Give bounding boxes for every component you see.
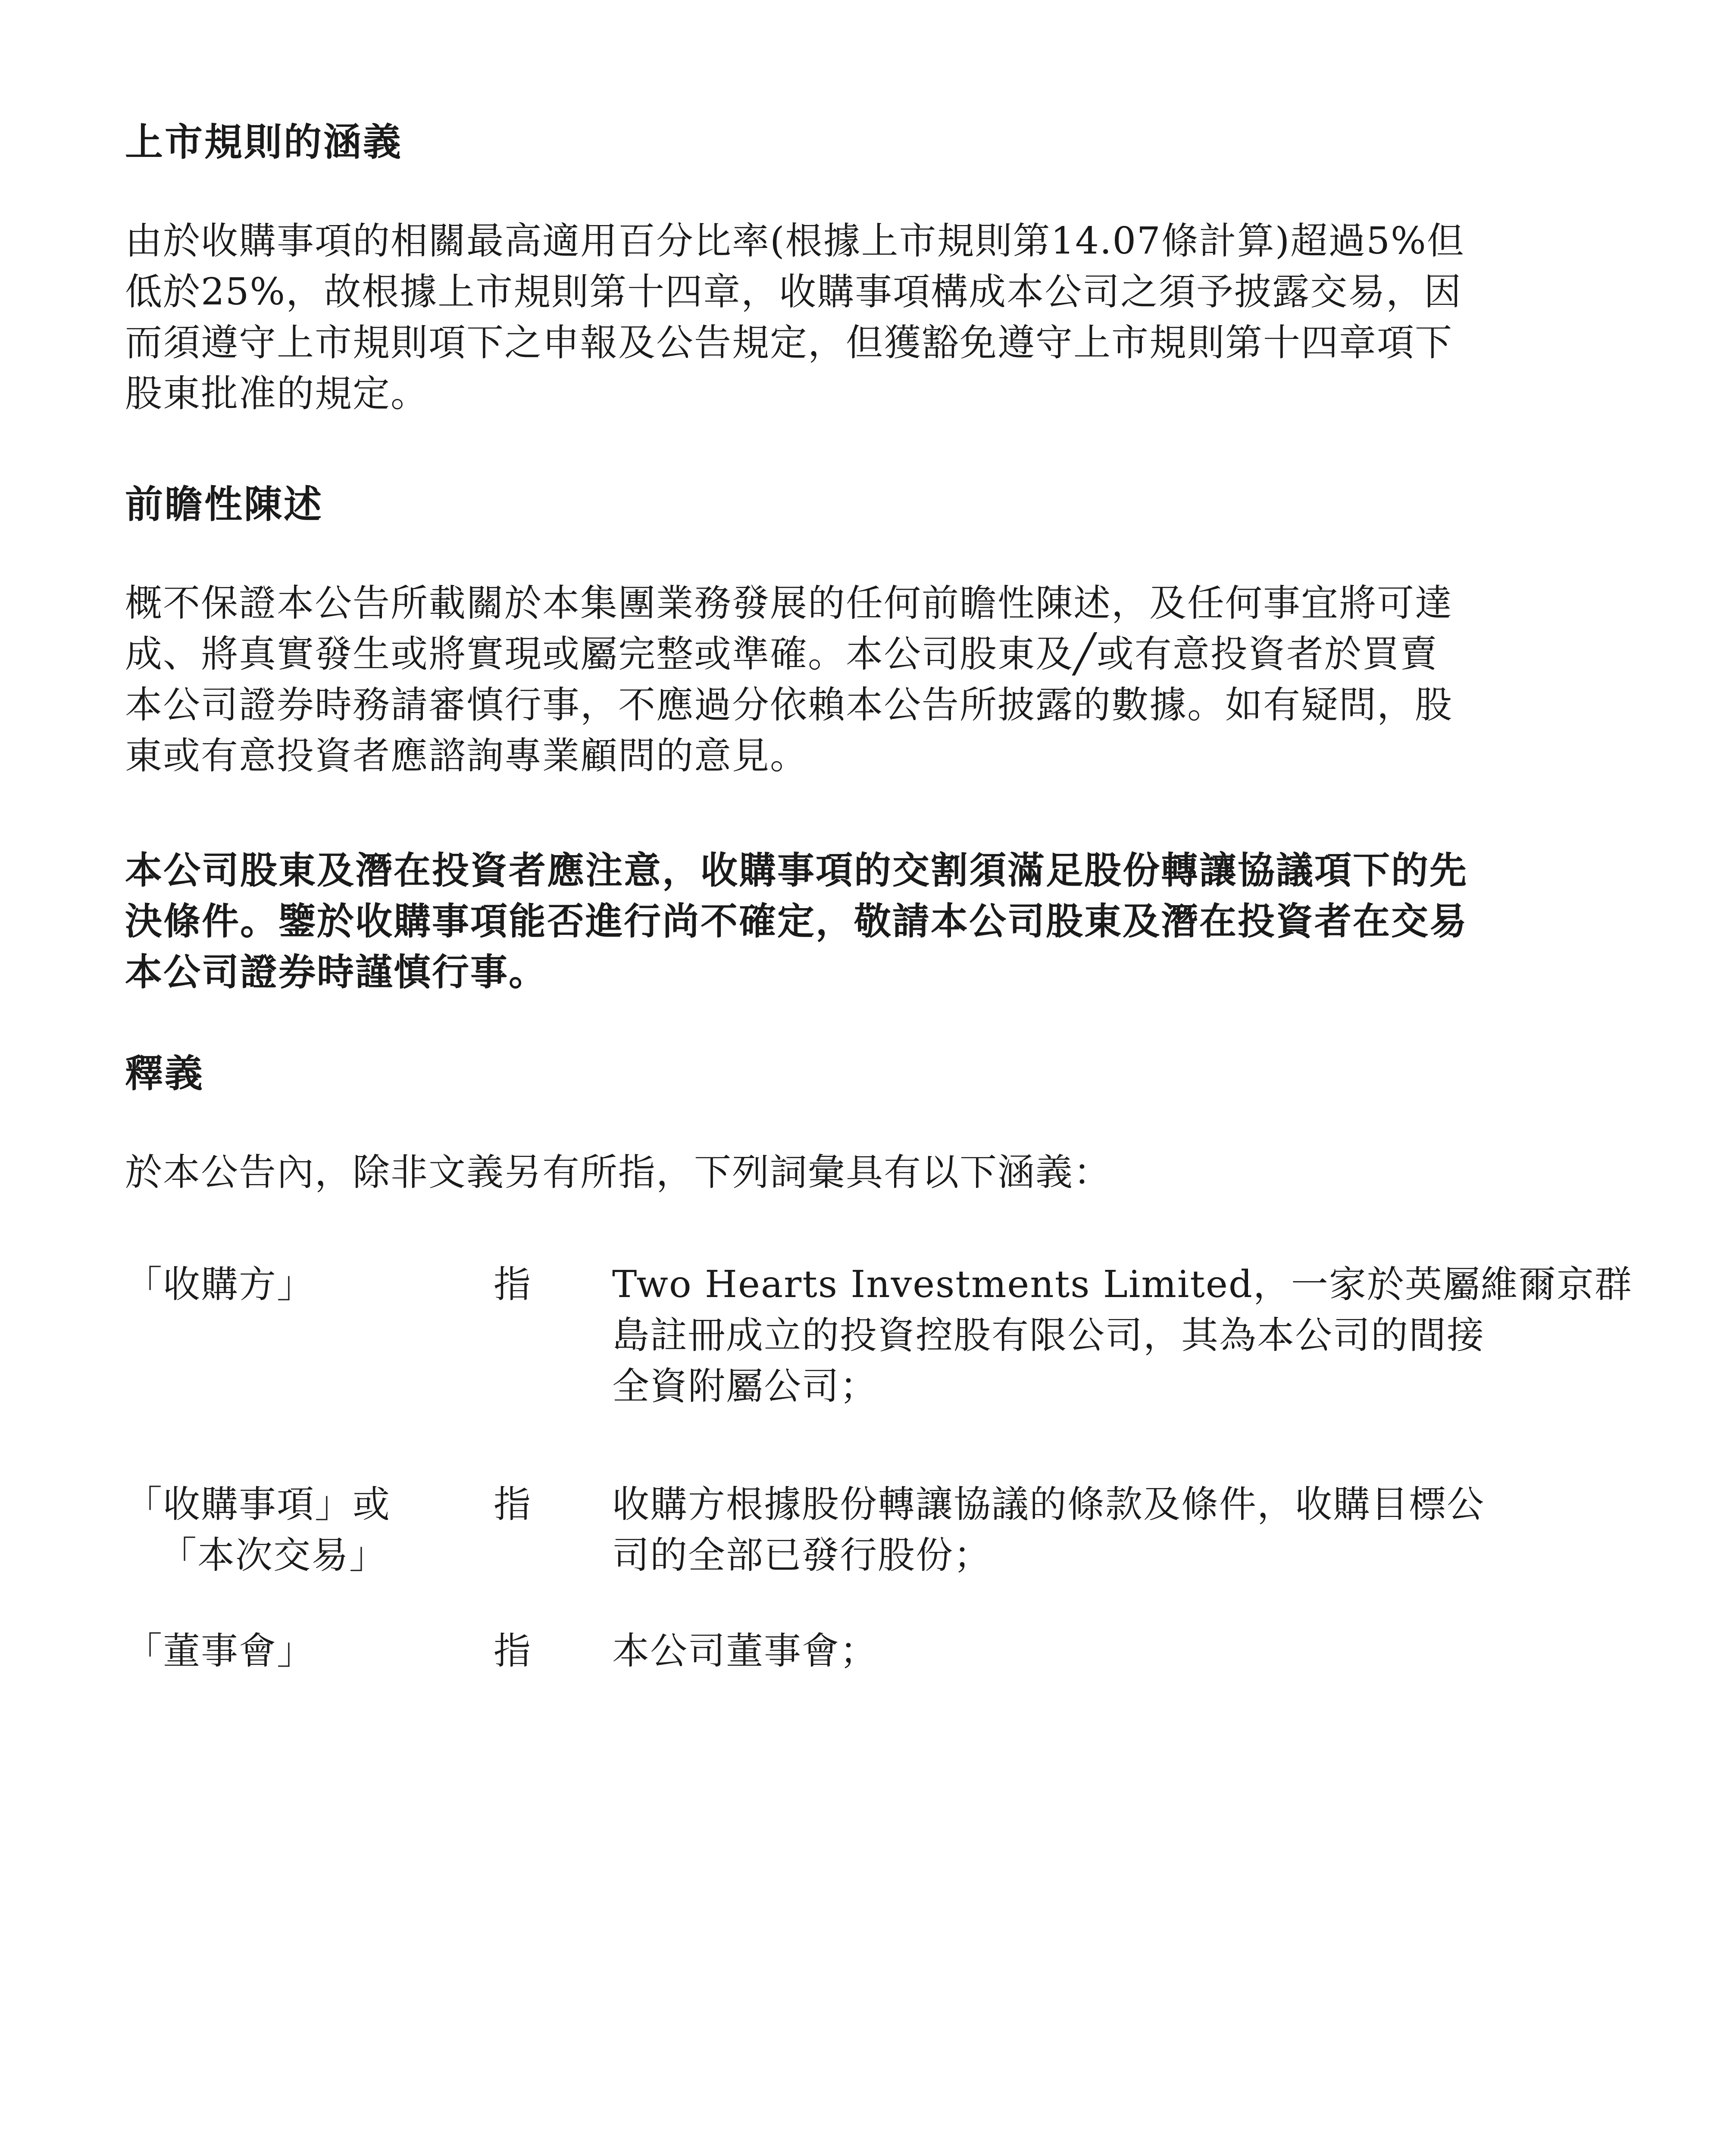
definition-text-line: Two Hearts Investments Limited，一家於英屬維爾京群 <box>612 1263 1633 1306</box>
section-heading-listing-rules: 上市規則的涵義 <box>125 120 403 164</box>
definition-term-line: 「收購事項」或 <box>125 1483 391 1526</box>
paragraph-line: 股東批准的規定。 <box>125 372 429 415</box>
paragraph-line: 低於25%，故根據上市規則第十四章，收購事項構成本公司之須予披露交易，因 <box>125 270 1462 313</box>
definition-text <box>612 1259 1633 1412</box>
section-heading-definitions: 釋義 <box>125 1051 205 1096</box>
paragraph-line: 本公司股東及潛在投資者應注意，收購事項的交割須滿足股份轉讓協議項下的先 <box>125 849 1468 892</box>
definition-term-line: 「董事會」 <box>125 1630 315 1673</box>
definition-text <box>612 1626 1591 1677</box>
paragraph-line: 決條件。鑒於收購事項能否進行尚不確定，敬請本公司股東及潛在投資者在交易 <box>125 900 1468 943</box>
paragraph-line: 成、將真實發生或將實現或屬完整或準確。本公司股東及╱或有意投資者於買賣 <box>125 633 1438 676</box>
definition-text <box>612 1479 1591 1581</box>
definition-term-line: 「收購方」 <box>125 1263 315 1306</box>
definition-term-line: 「本次交易」 <box>160 1534 387 1577</box>
definition-text-line: 司的全部已發行股份； <box>612 1534 992 1577</box>
definition-text-line: 本公司董事會； <box>612 1630 878 1673</box>
definition-term <box>125 1479 427 1581</box>
paragraph-line: 由於收購事項的相關最高適用百分比率(根據上市規則第14.07條計算)超過5%但 <box>125 219 1465 263</box>
definitions-intro <box>125 1147 1591 1198</box>
section-heading-forward-looking: 前瞻性陳述 <box>125 482 324 526</box>
paragraph-line: 於本公告內，除非文義另有所指，下列詞彙具有以下涵義： <box>125 1151 1111 1194</box>
paragraph-line: 概不保證本公告所載關於本集團業務發展的任何前瞻性陳述，及任何事宜將可達 <box>125 582 1453 625</box>
paragraph-line: 東或有意投資者應諮詢專業顧問的意見。 <box>125 734 808 777</box>
paragraph-forward-looking <box>125 578 1591 781</box>
definition-text-line: 全資附屬公司； <box>612 1365 878 1408</box>
paragraph-listing-rules <box>125 216 1591 419</box>
definition-text-line: 收購方根據股份轉讓協議的條款及條件，收購目標公 <box>612 1483 1485 1526</box>
paragraph-line: 本公司證券時務請審慎行事，不應過分依賴本公告所披露的數據。如有疑問，股 <box>125 683 1453 727</box>
definition-text-line: 島註冊成立的投資控股有限公司，其為本公司的間接 <box>612 1314 1485 1357</box>
paragraph-investor-warning <box>125 845 1591 998</box>
definition-term <box>125 1626 427 1677</box>
definition-term <box>125 1259 427 1310</box>
paragraph-line: 而須遵守上市規則項下之申報及公告規定，但獲豁免遵守上市規則第十四章項下 <box>125 321 1453 364</box>
definition-means: 指 <box>494 1630 532 1673</box>
definition-means: 指 <box>494 1263 532 1306</box>
definition-means: 指 <box>494 1483 532 1526</box>
paragraph-line: 本公司證券時謹慎行事。 <box>125 951 547 994</box>
